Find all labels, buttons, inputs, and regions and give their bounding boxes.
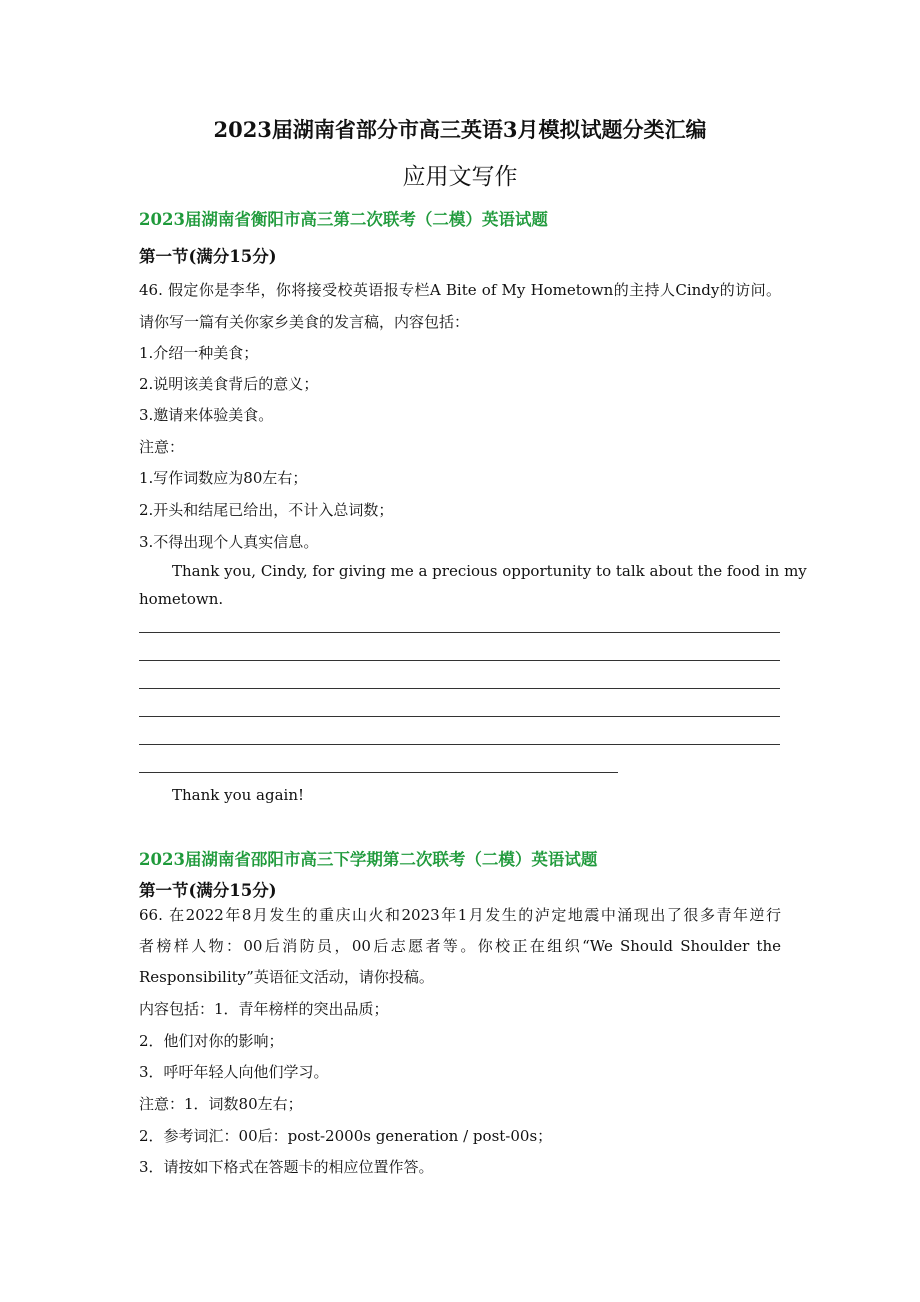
answer-line [139, 772, 618, 773]
document-subtitle: 应用文写作 [402, 164, 518, 190]
document-title: 2023届湖南省部分市高三英语3月模拟试题分类汇编 [213, 117, 707, 142]
answer-line [139, 632, 780, 633]
essay-opening-continued: hometown. [139, 590, 224, 608]
section-1-line: 2.开头和结尾已给出，不计入总词数； [139, 501, 394, 519]
section-1-heading: 2023届湖南省衡阳市高三第二次联考（二模）英语试题 [139, 210, 548, 229]
essay-closing: Thank you again! [172, 786, 305, 804]
section-2-part: 第一节(满分15分) [139, 881, 277, 900]
section-1-line: 1.写作词数应为80左右； [139, 469, 308, 487]
section-1-part: 第一节(满分15分) [139, 247, 277, 266]
answer-line [139, 744, 780, 745]
section-1-line: 1.介绍一种美食； [139, 344, 259, 362]
section-2-line: 3．请按如下格式在答题卡的相应位置作答。 [139, 1158, 434, 1176]
section-1-line: 46. 假定你是李华，你将接受校英语报专栏A Bite of My Hometown的主持人Cindy的访问。 [139, 281, 781, 299]
section-1-line: 注意： [139, 438, 185, 456]
essay-opening: Thank you, Cindy, for giving me a precious opportunity to talk about the food in my [172, 562, 807, 580]
section-1-line: 3.不得出现个人真实信息。 [139, 533, 319, 551]
section-2-heading: 2023届湖南省邵阳市高三下学期第二次联考（二模）英语试题 [139, 850, 598, 869]
section-1-line: 请你写一篇有关你家乡美食的发言稿，内容包括： [139, 313, 470, 331]
section-2-line: 66. 在2022年8月发生的重庆山火和2023年1月发生的泸定地震中涌现出了很多青年逆行 [139, 906, 781, 924]
section-2-line: 3．呼吁年轻人向他们学习。 [139, 1063, 329, 1081]
answer-line [139, 716, 780, 717]
section-2-line: Responsibility”英语征文活动，请你投稿。 [139, 968, 434, 986]
section-2-line: 者榜样人物：00后消防员，00后志愿者等。你校正在组织“We Should Shoulder the [139, 937, 781, 955]
section-2-line: 注意：1．词数80左右； [139, 1095, 303, 1113]
answer-line [139, 660, 780, 661]
section-1-line: 2.说明该美食背后的意义； [139, 375, 319, 393]
section-2-line: 2．参考词汇：00后：post-2000s generation / post-00s； [139, 1127, 553, 1145]
section-1-line: 3.邀请来体验美食。 [139, 406, 274, 424]
section-2-line: 2．他们对你的影响； [139, 1032, 284, 1050]
section-2-line: 内容包括：1．青年榜样的突出品质； [139, 1000, 389, 1018]
answer-line [139, 688, 780, 689]
